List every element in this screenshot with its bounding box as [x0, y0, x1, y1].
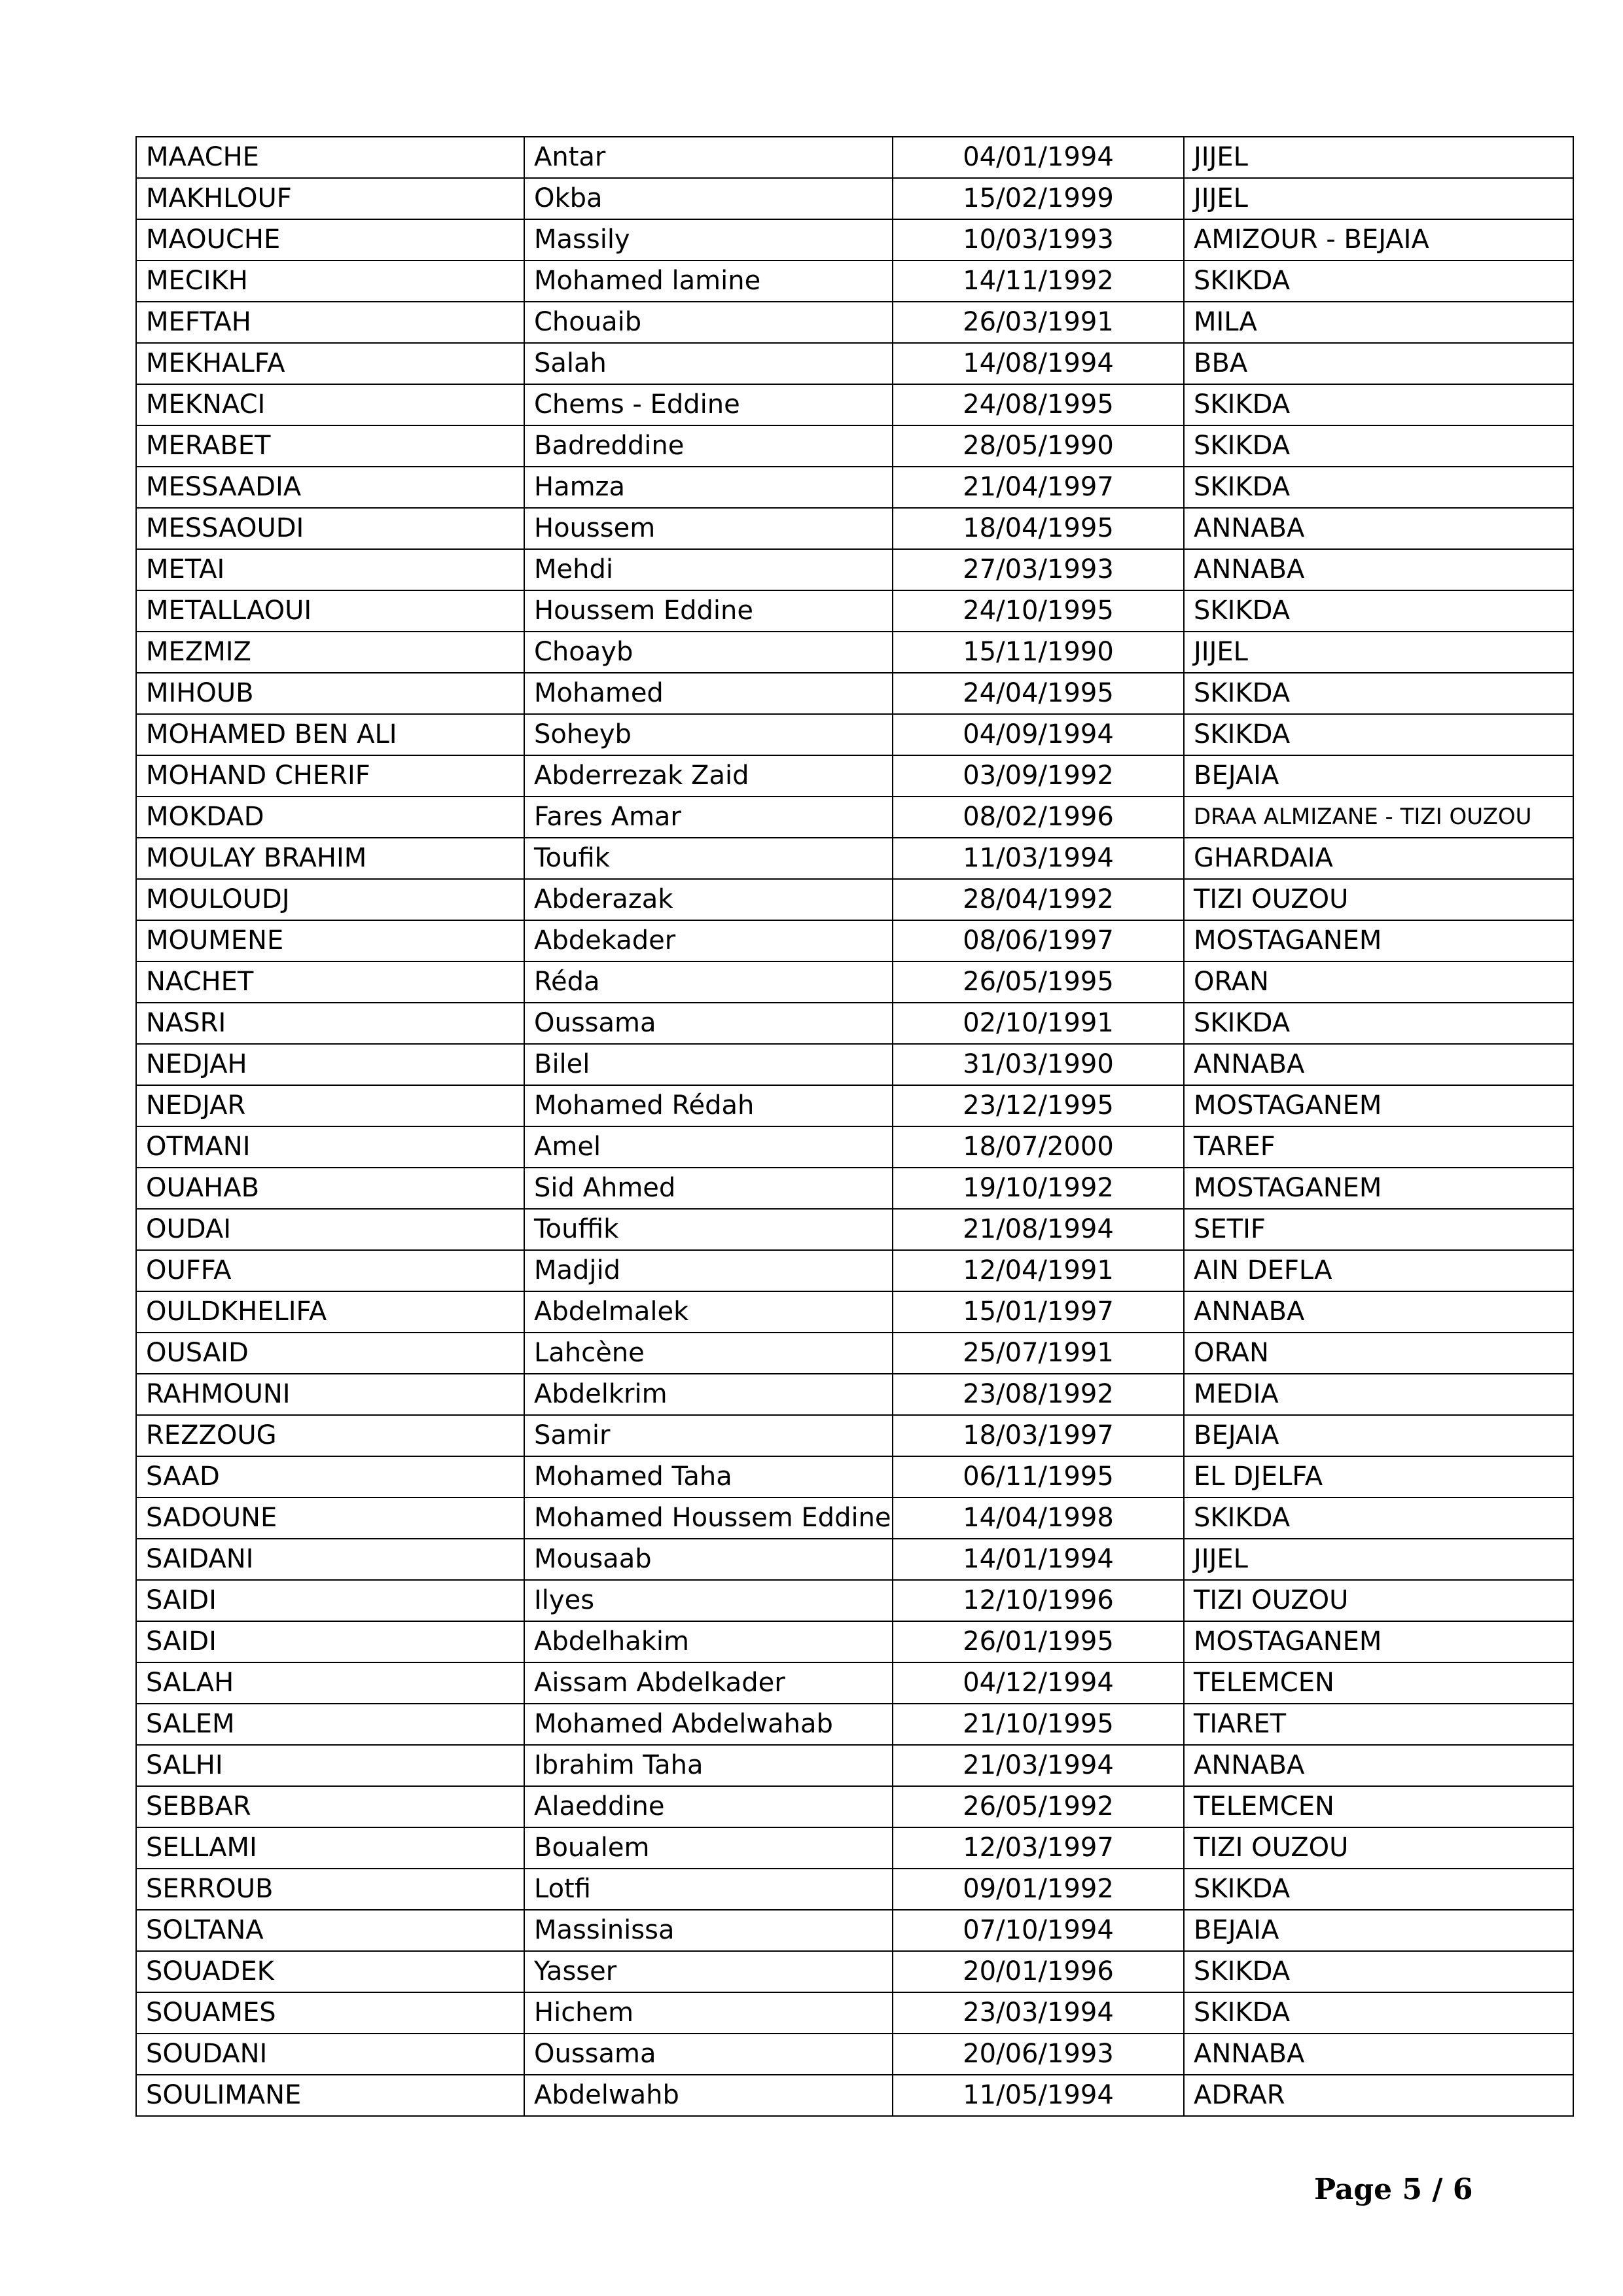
- birth-date-cell: 24/08/1995: [893, 384, 1184, 425]
- birth-date-cell: 28/04/1992: [893, 879, 1184, 920]
- place-cell: ORAN: [1184, 961, 1573, 1003]
- birth-date-cell: 23/12/1995: [893, 1085, 1184, 1126]
- table-row: [136, 1704, 1573, 1745]
- first-name-cell: Ibrahim Taha: [524, 1745, 893, 1786]
- birth-date-cell: 26/03/1991: [893, 302, 1184, 343]
- birth-date-cell: 27/03/1993: [893, 549, 1184, 590]
- birth-date-cell: 18/04/1995: [893, 508, 1184, 549]
- birth-date-cell: 26/05/1995: [893, 961, 1184, 1003]
- place-cell: MILA: [1184, 302, 1573, 343]
- birth-date-cell: 04/09/1994: [893, 714, 1184, 755]
- last-name-cell: NEDJAH: [136, 1044, 524, 1085]
- last-name-cell: MESSAOUDI: [136, 508, 524, 549]
- table-row: [136, 1786, 1573, 1827]
- birth-date-cell: 03/09/1992: [893, 755, 1184, 797]
- table-row: [136, 508, 1573, 549]
- birth-date-cell: 21/03/1994: [893, 1745, 1184, 1786]
- place-cell: MOSTAGANEM: [1184, 1168, 1573, 1209]
- birth-date-cell: 06/11/1995: [893, 1456, 1184, 1498]
- birth-date-cell: 12/10/1996: [893, 1580, 1184, 1621]
- last-name-cell: SAIDI: [136, 1621, 524, 1662]
- first-name-cell: Yasser: [524, 1951, 893, 1992]
- place-cell: AMIZOUR - BEJAIA: [1184, 219, 1573, 260]
- last-name-cell: SALEM: [136, 1704, 524, 1745]
- table-row: [136, 1498, 1573, 1539]
- table-row: [136, 1003, 1573, 1044]
- table-row: [136, 673, 1573, 714]
- place-cell: ANNABA: [1184, 508, 1573, 549]
- last-name-cell: OUSAID: [136, 1333, 524, 1374]
- page-number: Page 5 / 6: [1314, 2173, 1473, 2206]
- last-name-cell: OUAHAB: [136, 1168, 524, 1209]
- last-name-cell: MOHAMED BEN ALI: [136, 714, 524, 755]
- birth-date-cell: 11/05/1994: [893, 2075, 1184, 2116]
- place-cell: SKIKDA: [1184, 384, 1573, 425]
- birth-date-cell: 28/05/1990: [893, 425, 1184, 467]
- first-name-cell: Mohamed: [524, 673, 893, 714]
- last-name-cell: SERROUB: [136, 1869, 524, 1910]
- place-cell: ANNABA: [1184, 1044, 1573, 1085]
- table-row: [136, 1456, 1573, 1498]
- birth-date-cell: 19/10/1992: [893, 1168, 1184, 1209]
- place-cell: SKIKDA: [1184, 1498, 1573, 1539]
- last-name-cell: OULDKHELIFA: [136, 1291, 524, 1333]
- last-name-cell: SOUDANI: [136, 2034, 524, 2075]
- place-cell: ANNABA: [1184, 1745, 1573, 1786]
- first-name-cell: Antar: [524, 137, 893, 178]
- last-name-cell: SOULIMANE: [136, 2075, 524, 2116]
- first-name-cell: Abdelhakim: [524, 1621, 893, 1662]
- table-row: [136, 384, 1573, 425]
- birth-date-cell: 08/02/1996: [893, 797, 1184, 838]
- place-cell: TIZI OUZOU: [1184, 879, 1573, 920]
- last-name-cell: REZZOUG: [136, 1415, 524, 1456]
- first-name-cell: Aissam Abdelkader: [524, 1662, 893, 1704]
- table-row: [136, 1333, 1573, 1374]
- first-name-cell: Abderrezak Zaid: [524, 755, 893, 797]
- place-cell: SKIKDA: [1184, 425, 1573, 467]
- last-name-cell: MEZMIZ: [136, 632, 524, 673]
- birth-date-cell: 14/08/1994: [893, 343, 1184, 384]
- birth-date-cell: 20/06/1993: [893, 2034, 1184, 2075]
- place-cell: SETIF: [1184, 1209, 1573, 1250]
- place-cell: SKIKDA: [1184, 467, 1573, 508]
- first-name-cell: Bilel: [524, 1044, 893, 1085]
- first-name-cell: Fares Amar: [524, 797, 893, 838]
- table-row: [136, 1910, 1573, 1951]
- table-row: [136, 961, 1573, 1003]
- first-name-cell: Mehdi: [524, 549, 893, 590]
- place-cell: SKIKDA: [1184, 1003, 1573, 1044]
- birth-date-cell: 12/04/1991: [893, 1250, 1184, 1291]
- last-name-cell: OUFFA: [136, 1250, 524, 1291]
- birth-date-cell: 14/04/1998: [893, 1498, 1184, 1539]
- birth-date-cell: 04/01/1994: [893, 137, 1184, 178]
- first-name-cell: Chems - Eddine: [524, 384, 893, 425]
- first-name-cell: Abderazak: [524, 879, 893, 920]
- place-cell: ANNABA: [1184, 549, 1573, 590]
- place-cell: ADRAR: [1184, 2075, 1573, 2116]
- first-name-cell: Abdelwahb: [524, 2075, 893, 2116]
- place-cell: GHARDAIA: [1184, 838, 1573, 879]
- last-name-cell: MOULAY BRAHIM: [136, 838, 524, 879]
- place-cell: AIN DEFLA: [1184, 1250, 1573, 1291]
- table-row: [136, 755, 1573, 797]
- place-cell: JIJEL: [1184, 178, 1573, 219]
- first-name-cell: Badreddine: [524, 425, 893, 467]
- first-name-cell: Touffik: [524, 1209, 893, 1250]
- first-name-cell: Hichem: [524, 1992, 893, 2034]
- last-name-cell: MERABET: [136, 425, 524, 467]
- first-name-cell: Abdelkrim: [524, 1374, 893, 1415]
- place-cell: TIZI OUZOU: [1184, 1827, 1573, 1869]
- first-name-cell: Salah: [524, 343, 893, 384]
- last-name-cell: MAOUCHE: [136, 219, 524, 260]
- last-name-cell: SAIDANI: [136, 1539, 524, 1580]
- table-row: [136, 425, 1573, 467]
- birth-date-cell: 15/01/1997: [893, 1291, 1184, 1333]
- place-cell: SKIKDA: [1184, 714, 1573, 755]
- place-cell: MOSTAGANEM: [1184, 920, 1573, 961]
- place-cell: TIZI OUZOU: [1184, 1580, 1573, 1621]
- table-row: [136, 1951, 1573, 1992]
- birth-date-cell: 23/03/1994: [893, 1992, 1184, 2034]
- table-row: [136, 343, 1573, 384]
- first-name-cell: Mohamed Abdelwahab: [524, 1704, 893, 1745]
- first-name-cell: Choayb: [524, 632, 893, 673]
- place-cell: BBA: [1184, 343, 1573, 384]
- table-row: [136, 1168, 1573, 1209]
- place-cell: SKIKDA: [1184, 590, 1573, 632]
- first-name-cell: Okba: [524, 178, 893, 219]
- first-name-cell: Massinissa: [524, 1910, 893, 1951]
- table-row: [136, 632, 1573, 673]
- last-name-cell: METALLAOUI: [136, 590, 524, 632]
- last-name-cell: MOULOUDJ: [136, 879, 524, 920]
- place-cell: TELEMCEN: [1184, 1662, 1573, 1704]
- place-cell: MEDIA: [1184, 1374, 1573, 1415]
- place-cell: ANNABA: [1184, 2034, 1573, 2075]
- first-name-cell: Mousaab: [524, 1539, 893, 1580]
- birth-date-cell: 23/08/1992: [893, 1374, 1184, 1415]
- birth-date-cell: 21/04/1997: [893, 467, 1184, 508]
- last-name-cell: MESSAADIA: [136, 467, 524, 508]
- first-name-cell: Madjid: [524, 1250, 893, 1291]
- first-name-cell: Mohamed Taha: [524, 1456, 893, 1498]
- last-name-cell: SAAD: [136, 1456, 524, 1498]
- first-name-cell: Réda: [524, 961, 893, 1003]
- table-row: [136, 1539, 1573, 1580]
- birth-date-cell: 24/10/1995: [893, 590, 1184, 632]
- first-name-cell: Mohamed Houssem Eddine: [524, 1498, 893, 1539]
- first-name-cell: Houssem: [524, 508, 893, 549]
- table-row: [136, 1621, 1573, 1662]
- birth-date-cell: 10/03/1993: [893, 219, 1184, 260]
- birth-date-cell: 26/01/1995: [893, 1621, 1184, 1662]
- birth-date-cell: 20/01/1996: [893, 1951, 1184, 1992]
- place-cell: EL DJELFA: [1184, 1456, 1573, 1498]
- last-name-cell: NASRI: [136, 1003, 524, 1044]
- place-cell: BEJAIA: [1184, 1910, 1573, 1951]
- place-cell: TAREF: [1184, 1126, 1573, 1168]
- place-cell: TIARET: [1184, 1704, 1573, 1745]
- table-row: [136, 590, 1573, 632]
- last-name-cell: MECIKH: [136, 260, 524, 302]
- last-name-cell: MOUMENE: [136, 920, 524, 961]
- table-row: [136, 260, 1573, 302]
- table-row: [136, 137, 1573, 178]
- last-name-cell: MEKNACI: [136, 384, 524, 425]
- last-name-cell: SOUADEK: [136, 1951, 524, 1992]
- birth-date-cell: 14/01/1994: [893, 1539, 1184, 1580]
- last-name-cell: MOKDAD: [136, 797, 524, 838]
- first-name-cell: Mohamed lamine: [524, 260, 893, 302]
- table-row: [136, 920, 1573, 961]
- place-cell: BEJAIA: [1184, 755, 1573, 797]
- last-name-cell: OTMANI: [136, 1126, 524, 1168]
- first-name-cell: Amel: [524, 1126, 893, 1168]
- place-cell: SKIKDA: [1184, 1992, 1573, 2034]
- table-row: [136, 838, 1573, 879]
- last-name-cell: RAHMOUNI: [136, 1374, 524, 1415]
- last-name-cell: NACHET: [136, 961, 524, 1003]
- birth-date-cell: 12/03/1997: [893, 1827, 1184, 1869]
- place-cell: MOSTAGANEM: [1184, 1621, 1573, 1662]
- place-cell: DRAA ALMIZANE - TIZI OUZOU: [1184, 797, 1573, 838]
- first-name-cell: Ilyes: [524, 1580, 893, 1621]
- first-name-cell: Lotfi: [524, 1869, 893, 1910]
- place-cell: TELEMCEN: [1184, 1786, 1573, 1827]
- first-name-cell: Mohamed Rédah: [524, 1085, 893, 1126]
- last-name-cell: MOHAND CHERIF: [136, 755, 524, 797]
- table-row: [136, 467, 1573, 508]
- last-name-cell: SOUAMES: [136, 1992, 524, 2034]
- table-row: [136, 1209, 1573, 1250]
- last-name-cell: MAKHLOUF: [136, 178, 524, 219]
- place-cell: BEJAIA: [1184, 1415, 1573, 1456]
- table-row: [136, 1250, 1573, 1291]
- place-cell: SKIKDA: [1184, 260, 1573, 302]
- birth-date-cell: 04/12/1994: [893, 1662, 1184, 1704]
- last-name-cell: MEFTAH: [136, 302, 524, 343]
- birth-date-cell: 08/06/1997: [893, 920, 1184, 961]
- table-row: [136, 714, 1573, 755]
- table-row: [136, 2034, 1573, 2075]
- last-name-cell: SEBBAR: [136, 1786, 524, 1827]
- birth-date-cell: 18/03/1997: [893, 1415, 1184, 1456]
- last-name-cell: NEDJAR: [136, 1085, 524, 1126]
- birth-date-cell: 02/10/1991: [893, 1003, 1184, 1044]
- first-name-cell: Sid Ahmed: [524, 1168, 893, 1209]
- birth-date-cell: 31/03/1990: [893, 1044, 1184, 1085]
- last-name-cell: OUDAI: [136, 1209, 524, 1250]
- birth-date-cell: 15/02/1999: [893, 178, 1184, 219]
- table-row: [136, 1869, 1573, 1910]
- participants-table: [135, 136, 1574, 2117]
- first-name-cell: Massily: [524, 219, 893, 260]
- table-row: [136, 219, 1573, 260]
- last-name-cell: SALHI: [136, 1745, 524, 1786]
- table-row: [136, 1745, 1573, 1786]
- table-row: [136, 2075, 1573, 2116]
- first-name-cell: Alaeddine: [524, 1786, 893, 1827]
- first-name-cell: Lahcène: [524, 1333, 893, 1374]
- table-row: [136, 1827, 1573, 1869]
- first-name-cell: Boualem: [524, 1827, 893, 1869]
- table-row: [136, 879, 1573, 920]
- table-row: [136, 1662, 1573, 1704]
- place-cell: ORAN: [1184, 1333, 1573, 1374]
- place-cell: JIJEL: [1184, 1539, 1573, 1580]
- first-name-cell: Hamza: [524, 467, 893, 508]
- first-name-cell: Abdekader: [524, 920, 893, 961]
- last-name-cell: SAIDI: [136, 1580, 524, 1621]
- last-name-cell: MIHOUB: [136, 673, 524, 714]
- table-row: [136, 1580, 1573, 1621]
- last-name-cell: MEKHALFA: [136, 343, 524, 384]
- place-cell: SKIKDA: [1184, 1869, 1573, 1910]
- first-name-cell: Abdelmalek: [524, 1291, 893, 1333]
- first-name-cell: Oussama: [524, 1003, 893, 1044]
- table-row: [136, 1126, 1573, 1168]
- place-cell: ANNABA: [1184, 1291, 1573, 1333]
- table-body: [136, 137, 1573, 2116]
- birth-date-cell: 21/10/1995: [893, 1704, 1184, 1745]
- place-cell: SKIKDA: [1184, 1951, 1573, 1992]
- birth-date-cell: 25/07/1991: [893, 1333, 1184, 1374]
- place-cell: SKIKDA: [1184, 673, 1573, 714]
- place-cell: MOSTAGANEM: [1184, 1085, 1573, 1126]
- last-name-cell: METAI: [136, 549, 524, 590]
- table-row: [136, 797, 1573, 838]
- table-row: [136, 1291, 1573, 1333]
- table-row: [136, 302, 1573, 343]
- birth-date-cell: 07/10/1994: [893, 1910, 1184, 1951]
- first-name-cell: Chouaib: [524, 302, 893, 343]
- table-row: [136, 1085, 1573, 1126]
- birth-date-cell: 18/07/2000: [893, 1126, 1184, 1168]
- birth-date-cell: 24/04/1995: [893, 673, 1184, 714]
- birth-date-cell: 11/03/1994: [893, 838, 1184, 879]
- table-row: [136, 1992, 1573, 2034]
- first-name-cell: Toufik: [524, 838, 893, 879]
- table-row: [136, 549, 1573, 590]
- table-row: [136, 1044, 1573, 1085]
- last-name-cell: SELLAMI: [136, 1827, 524, 1869]
- table-row: [136, 178, 1573, 219]
- table-row: [136, 1415, 1573, 1456]
- first-name-cell: Samir: [524, 1415, 893, 1456]
- birth-date-cell: 15/11/1990: [893, 632, 1184, 673]
- last-name-cell: MAACHE: [136, 137, 524, 178]
- last-name-cell: SALAH: [136, 1662, 524, 1704]
- first-name-cell: Soheyb: [524, 714, 893, 755]
- birth-date-cell: 14/11/1992: [893, 260, 1184, 302]
- table-row: [136, 1374, 1573, 1415]
- place-cell: JIJEL: [1184, 137, 1573, 178]
- birth-date-cell: 21/08/1994: [893, 1209, 1184, 1250]
- birth-date-cell: 09/01/1992: [893, 1869, 1184, 1910]
- place-cell: JIJEL: [1184, 632, 1573, 673]
- last-name-cell: SADOUNE: [136, 1498, 524, 1539]
- last-name-cell: SOLTANA: [136, 1910, 524, 1951]
- birth-date-cell: 26/05/1992: [893, 1786, 1184, 1827]
- first-name-cell: Houssem Eddine: [524, 590, 893, 632]
- first-name-cell: Oussama: [524, 2034, 893, 2075]
